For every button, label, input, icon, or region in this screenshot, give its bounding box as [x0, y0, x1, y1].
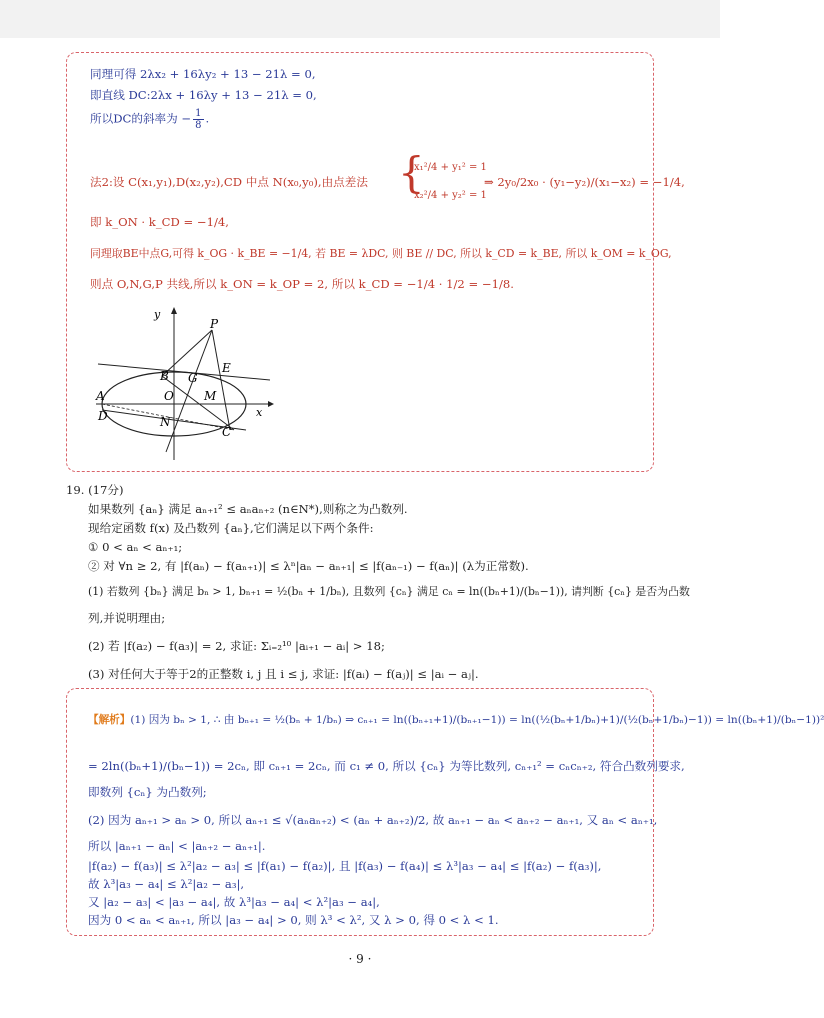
box2-line-2: = 2ln((bₙ+1)/(bₙ−1)) = 2cₙ, 即 cₙ₊₁ = 2cₙ, 而 c₁ ≠ 0, 所以 {cₙ} 为等比数列, cₙ₊₁² = cₙcₙ₊₂, 符合凸数列要求, — [88, 759, 685, 773]
page-number: · 9 · — [348, 952, 372, 966]
box1-line-7: 则点 O,N,G,P 共线,所以 k_ON = k_OP = 2, 所以 k_CD = −1/4 · 1/2 = −1/8. — [90, 277, 514, 291]
box1-line-6: 同理取BE中点G,可得 k_OG · k_BE = −1/4, 若 BE = λDC, 则 BE // DC, 所以 k_CD = k_BE, 所以 k_OM = k_OG, — [90, 247, 672, 260]
line-PB — [162, 330, 212, 376]
x-axis-arrow-icon — [268, 401, 274, 407]
q19-line-2: 现给定函数 f(x) 及凸数列 {aₙ},它们满足以下两个条件: — [88, 521, 374, 535]
box1-line-3: 所以DC的斜率为 − $\frac{1}{8}$ . — [90, 108, 210, 131]
analysis-tag: 【解析】 — [88, 714, 131, 726]
q19-line-6: 列,并说明理由; — [88, 611, 166, 625]
line-BC — [162, 376, 234, 430]
label-C: C — [222, 425, 232, 439]
q19-line-4: ② 对 ∀n ≥ 2, 有 |f(aₙ) − f(aₙ₊₁)| ≤ λⁿ|aₙ − aₙ₊₁| ≤ |f(aₙ₋₁) − f(aₙ)| (λ为正常数). — [88, 559, 529, 573]
box2-line-6: |f(a₂) − f(a₃)| ≤ λ²|a₂ − a₃| ≤ |f(a₁) − f(a₂)|, 且 |f(a₃) − f(a₄)| ≤ λ³|a₃ − a₄| ≤ |f(a₂) − f(a₃)|, — [88, 859, 602, 873]
slope-text: 所以DC的斜率为 − — [90, 111, 192, 126]
line-BE — [98, 364, 270, 380]
label-M: M — [204, 389, 217, 403]
label-x: x — [256, 406, 263, 419]
box1-line-1: 同理可得 2λx₂ + 16λy₂ + 13 − 21λ = 0, — [90, 67, 316, 81]
ellipse-figure — [88, 302, 288, 462]
box1-line-2: 即直线 DC:2λx + 16λy + 13 − 21λ = 0, — [90, 88, 317, 102]
q19-heading: 19. (17分) — [66, 483, 124, 497]
label-B: B — [160, 369, 169, 383]
label-y: y — [154, 308, 161, 321]
label-A: A — [96, 389, 105, 403]
q19-line-5: (1) 若数列 {bₙ} 满足 bₙ > 1, bₙ₊₁ = ½(bₙ + 1/bₙ), 且数列 {cₙ} 满足 cₙ = ln((bₙ+1)/(bₙ−1)), 请判断 {cₙ} 是否为凸数 — [88, 585, 690, 598]
y-axis-arrow-icon — [171, 307, 177, 314]
box1-method2-line: 法2:设 C(x₁,y₁),D(x₂,y₂),CD 中点 N(x₀,y₀),由点差法 — [90, 175, 368, 189]
q19-line-7: (2) 若 |f(a₂) − f(a₃)| = 2, 求证: Σᵢ₌₂¹⁰ |aᵢ₊₁ − aᵢ| > 18; — [88, 639, 385, 653]
box2-line-5: 所以 |aₙ₊₁ − aₙ| < |aₙ₊₂ − aₙ₊₁|. — [88, 839, 266, 853]
point-difference-result: ⇒ 2y₀/2x₀ · (y₁−y₂)/(x₁−x₂) = −1/4, — [484, 175, 685, 189]
label-N: N — [160, 415, 171, 429]
label-P: P — [210, 317, 219, 331]
box2-line-1: 【解析】(1) 因为 bₙ > 1, ∴ 由 bₙ₊₁ = ½(bₙ + 1/bₙ) ⇒ cₙ₊₁ = ln((bₙ₊₁+1)/(bₙ₊₁−1)) = ln((½(bₙ+1/bₙ)+1)/(½(bₙ+1/bₙ)−1)) = ln((bₙ+1)/(bₙ−1))² — [88, 714, 824, 726]
box1-line-5: 即 k_ON · k_CD = −1/4, — [90, 215, 229, 229]
box2-line-8: 又 |a₂ − a₃| < |a₃ − a₄|, 故 λ³|a₃ − a₄| < λ²|a₃ − a₄|, — [88, 895, 380, 909]
q19-line-8: (3) 对任何大于等于2的正整数 i, j 且 i ≤ j, 求证: |f(aᵢ) − f(aⱼ)| ≤ |aᵢ − aⱼ|. — [88, 667, 479, 681]
system-eq-1: x₁²/4 + y₁² = 1 — [414, 162, 487, 173]
label-E: E — [222, 361, 231, 375]
slope-fraction: $\frac{1}{8}$ — [195, 108, 202, 131]
box2-line-9: 因为 0 < aₙ < aₙ₊₁, 所以 |a₃ − a₄| > 0, 则 λ³ < λ², 又 λ > 0, 得 0 < λ < 1. — [88, 913, 499, 927]
system-eq-2: x₂²/4 + y₂² = 1 — [414, 190, 487, 201]
label-D: D — [98, 409, 108, 423]
q19-line-1: 如果数列 {aₙ} 满足 aₙ₊₁² ≤ aₙaₙ₊₂ (n∈N*),则称之为凸数列. — [88, 502, 408, 516]
box2-line-4: (2) 因为 aₙ₊₁ > aₙ > 0, 所以 aₙ₊₁ ≤ √(aₙaₙ₊₂) < (aₙ + aₙ₊₂)/2, 故 aₙ₊₁ − aₙ < aₙ₊₂ − aₙ₊₁, 又 aₙ < aₙ₊₁, — [88, 813, 658, 827]
box2-line-3: 即数列 {cₙ} 为凸数列; — [88, 785, 207, 799]
box2-line-7: 故 λ³|a₃ − a₄| ≤ λ²|a₂ − a₃|, — [88, 877, 245, 891]
scan-top-margin — [0, 0, 720, 38]
label-G: G — [188, 371, 198, 385]
system-brace: { — [398, 148, 425, 197]
q19-line-3: ① 0 < aₙ < aₙ₊₁; — [88, 540, 183, 554]
label-O: O — [164, 389, 174, 403]
